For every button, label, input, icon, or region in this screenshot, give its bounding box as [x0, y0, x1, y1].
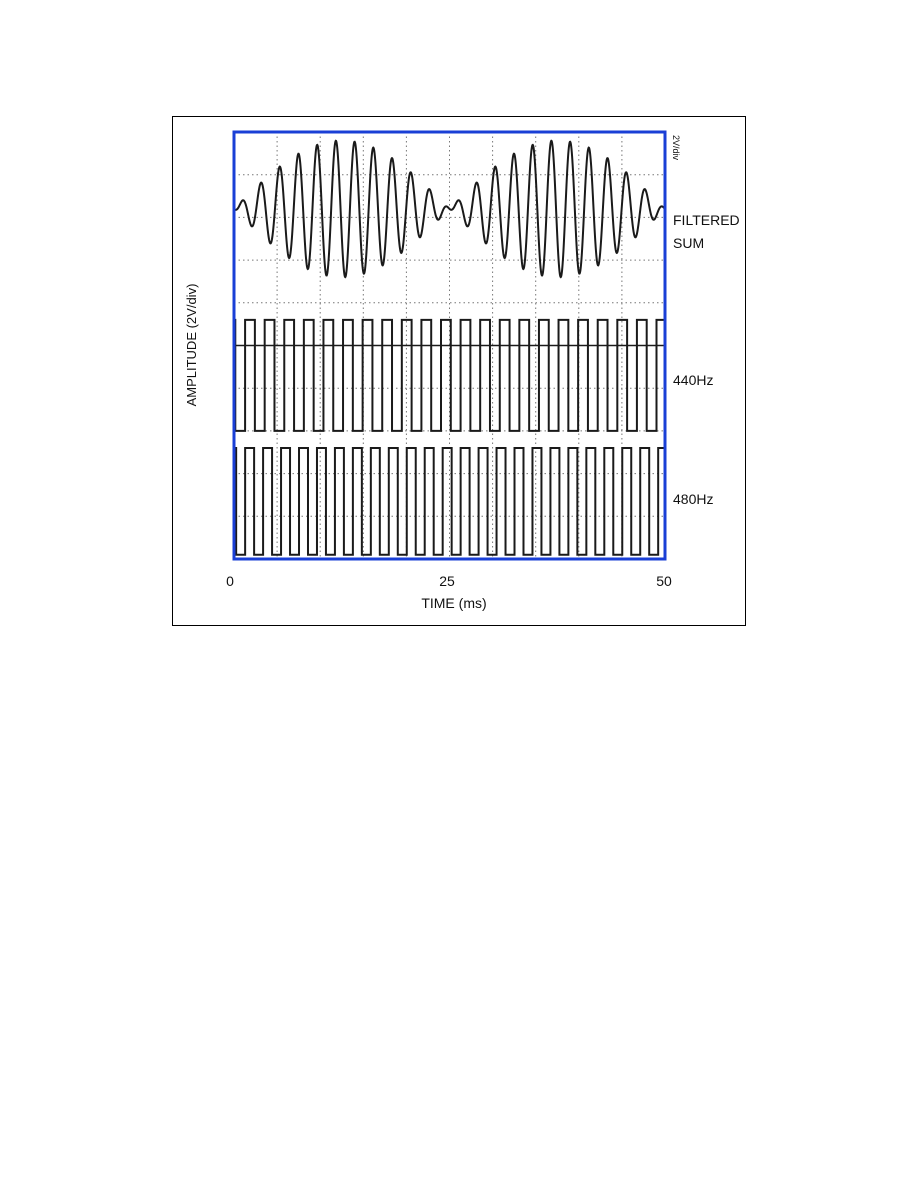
oscilloscope-chart — [173, 117, 747, 627]
top-right-scale-text: 2V/div — [671, 135, 681, 161]
series-label-440hz: 440Hz — [673, 372, 714, 388]
x-tick-label-50: 50 — [656, 573, 672, 589]
trace-filtered-sum — [234, 141, 665, 277]
x-tick-label-25: 25 — [439, 573, 455, 589]
figure-frame — [172, 116, 746, 626]
series-label-480hz: 480Hz — [673, 491, 714, 507]
x-tick-label-0: 0 — [226, 573, 234, 589]
x-axis-label: TIME (ms) — [421, 595, 487, 611]
series-label-filtered-line-2: SUM — [673, 235, 705, 251]
series-label-filtered-line-1: FILTERED — [673, 212, 740, 228]
y-axis-label: AMPLITUDE (2V/div) — [184, 283, 199, 407]
